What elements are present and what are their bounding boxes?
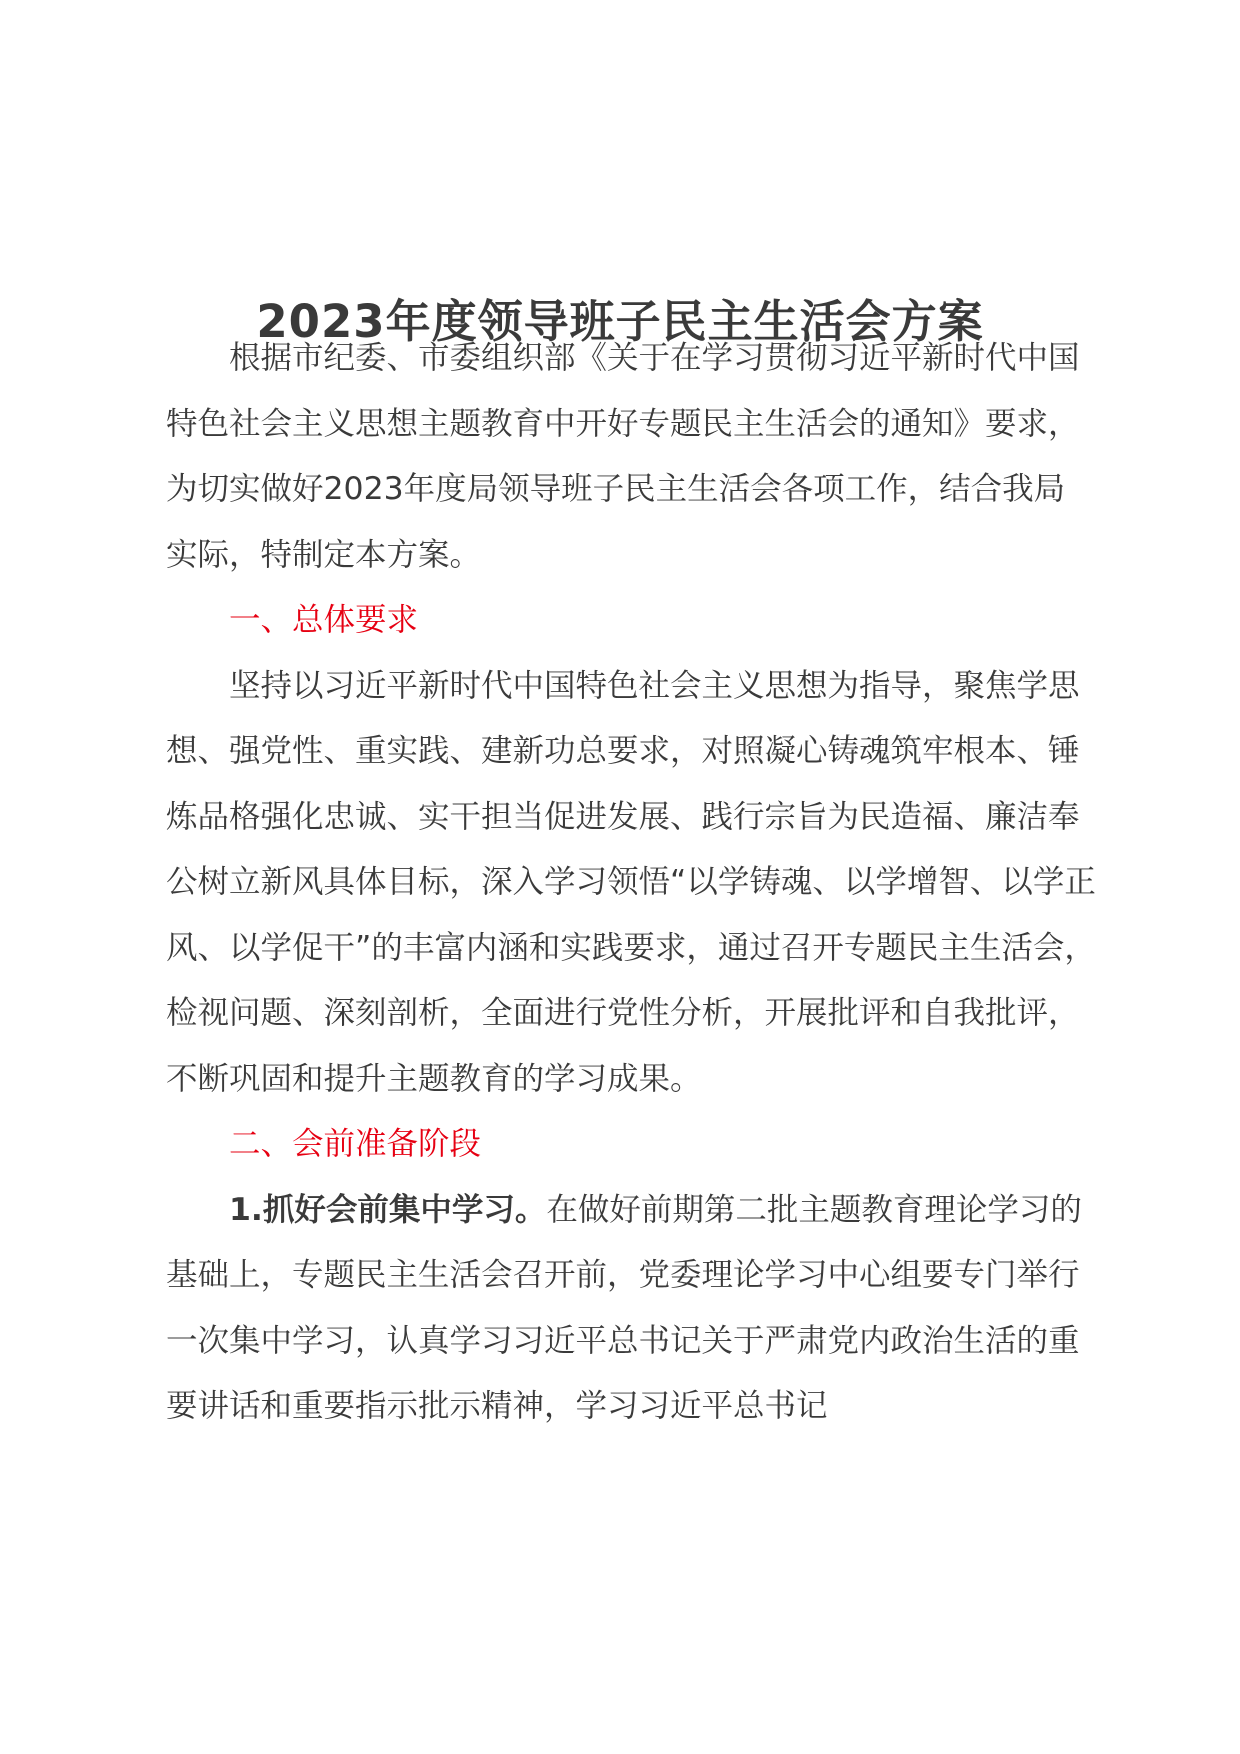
section-heading-preparation-stage: 二、会前准备阶段	[229, 1126, 482, 1162]
document-title: 2023年度领导班子民主生活会方案	[256, 295, 984, 349]
section-heading-general-requirements: 一、总体要求	[229, 602, 419, 638]
document-body	[166, 326, 1096, 1440]
intro-paragraph: 根据市纪委、市委组织部《关于在学习贯彻习近平新时代中国特色社会主义思想主题教育中开好专题民主生活会的通知》要求，为切实做好2023年度局领导班子民主生活会各项工作，结合我局实际，特制定本方案。	[166, 340, 1080, 573]
general-requirements-paragraph: 坚持以习近平新时代中国特色社会主义思想为指导，聚焦学思想、强党性、重实践、建新功总要求，对照凝心铸魂筑牢根本、锤炼品格强化忠诚、实干担当促进发展、践行宗旨为民造福、廉洁奉公树立新风具体目标，深入学习领悟“以学铸魂、以学增智、以学正风、以学促干”的丰富内涵和实践要求，通过召开专题民主生活会，检视问题、深刻剖析，全面进行党性分析，开展批评和自我批评，不断巩固和提升主题教育的学习成果。	[166, 667, 1096, 1097]
preparation-item-1-paragraph	[166, 1178, 1096, 1440]
preparation-item-1-lead: 1.抓好会前集中学习。	[229, 1191, 547, 1228]
preparation-item-1-text: 在做好前期第二批主题教育理论学习的基础上，专题民主生活会召开前，党委理论学习中心组要专门举行一次集中学习，认真学习习近平总书记关于严肃党内政治生活的重要讲话和重要指示批示精神，学习习近平总书记	[166, 1191, 1082, 1424]
